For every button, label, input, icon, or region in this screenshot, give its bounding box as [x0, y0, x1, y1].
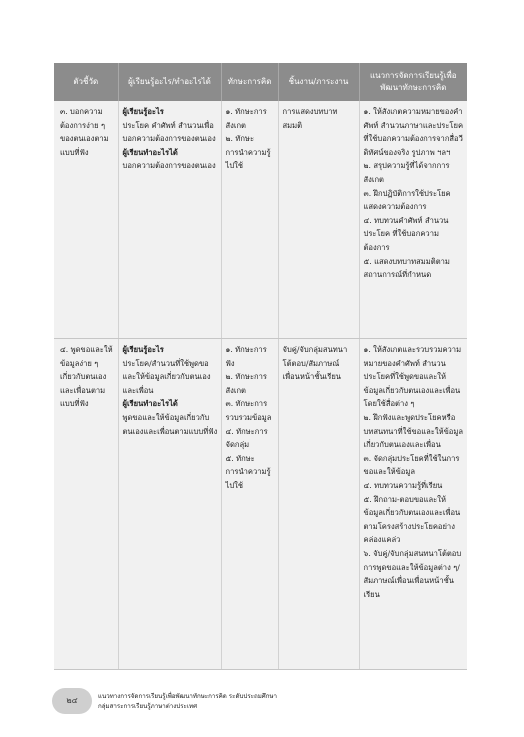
activity-item: ๔. ทบทวนคำศัพท์ สำนวนประโยค ที่ใช้บอกความต้องการ	[363, 215, 449, 252]
activity-cell	[359, 339, 467, 670]
learn-heading: ผู้เรียนรู้อะไร	[122, 107, 164, 116]
table-row	[54, 101, 467, 339]
header-learning: ผู้เรียนรู้อะไร/ทำอะไรได้	[118, 63, 221, 101]
learning-cell	[118, 339, 221, 670]
skill-item: ๔. ทักษะการจัดกลุ่ม	[225, 426, 268, 450]
activity-cell	[359, 101, 467, 339]
learn-text: ประโยค คำศัพท์ สำนวนเพื่อบอกความต้องการของตนเอง	[122, 120, 216, 144]
do-text: บอกความต้องการของตนเอง	[122, 161, 216, 171]
skill-item: ๓. ทักษะการรวบรวมข้อมูล	[225, 399, 272, 422]
do-heading: ผู้เรียนทำอะไรได้	[122, 399, 178, 409]
learning-cell	[118, 101, 221, 339]
header-indicator: ตัวชี้วัด	[54, 63, 118, 101]
table-header-row	[54, 63, 467, 101]
skill-item: ๒. ทักษะการสังเกต	[225, 372, 267, 395]
footer-line-2: กลุ่มสาระการเรียนรู้ภาษาต่างประเทศ	[98, 703, 197, 710]
table-row	[54, 339, 467, 670]
work-cell: จับคู่/จับกลุ่มสนทนาโต้ตอบ/สัมภาษณ์เพื่อนหน้าชั้นเรียน	[278, 339, 359, 670]
activity-item: ๑. ให้สังเกตความหมายของคำศัพท์ สำนวนภาษาและประโยคที่ใช้บอกความต้องการจากสื่อวีดิทัศน์ของจริง รูปภาพ ฯลฯ	[363, 107, 464, 157]
skill-item: ๕. ทักษะการนำความรู้ไปใช้	[225, 453, 271, 490]
learn-text: ประโยค/สำนวนที่ใช้พูดขอและให้ข้อมูลเกี่ยวกับตนเองและเพื่อน	[122, 358, 211, 395]
skills-cell	[221, 101, 278, 339]
skill-item: ๑. ทักษะการสังเกต	[225, 107, 267, 130]
activity-item: ๒. ฝึกฟังและพูดประโยคหรือบทสนทนาที่ใช้ขอและให้ข้อมูลเกี่ยวกับตนเองและเพื่อน	[363, 412, 463, 450]
header-activity: แนวการจัดการเรียนรู้เพื่อพัฒนาทักษะการคิด	[359, 63, 467, 101]
footer-line-1: แนวทางการจัดการเรียนรู้เพื่อพัฒนาทักษะการคิด ระดับประถมศึกษา	[98, 693, 278, 700]
activity-item: ๓. ฝึกปฏิบัติการใช้ประโยคแสดงความต้องการ	[363, 188, 451, 212]
activity-item: ๕. แสดงบทบาทสมมติตามสถานการณ์ที่กำหนด	[363, 256, 450, 280]
do-heading: ผู้เรียนทำอะไรได้	[122, 147, 178, 157]
activity-item: ๒. สรุปความรู้ที่ได้จากการสังเกต	[363, 161, 450, 184]
activity-item: ๔. ทบทวนความรู้ที่เรียน	[363, 480, 443, 490]
skill-item: ๒. ทักษะการนำความรู้ไปใช้	[225, 134, 271, 171]
work-cell: การแสดงบทบาทสมมติ	[278, 101, 359, 339]
header-work: ชิ้นงาน/ภาระงาน	[278, 63, 359, 101]
activity-item: ๓. จัดกลุ่มประโยคที่ใช้ในการขอและให้ข้อมูล	[363, 453, 460, 477]
activity-item: ๖. จับคู่/จับกลุ่มสนทนาโต้ตอบการพูดขอและให้ข้อมูลต่าง ๆ/สัมภาษณ์เพื่อนเพื่อนหน้าชั้นเรียน	[363, 548, 462, 599]
footer-caption	[98, 692, 277, 712]
activity-item: ๑. ให้สังเกตและรวบรวมความหมายของคำศัพท์ สำนวน ประโยคที่ใช้พูดขอและให้ข้อมูลเกี่ยวกับตนเองและเพื่อน โดยใช้สื่อต่าง ๆ	[363, 345, 462, 409]
skill-item: ๑. ทักษะการฟัง	[225, 345, 267, 368]
activity-item: ๕. ฝึกถาม-ตอบขอและให้ข้อมูลเกี่ยวกับตนเองและเพื่อนตามโครงสร้างประโยคอย่างคล่องแคล่ว	[363, 494, 461, 545]
skills-cell	[221, 339, 278, 670]
do-text: พูดขอและให้ข้อมูลเกี่ยวกับตนเองและเพื่อนตามแบบที่ฟัง	[122, 412, 218, 436]
indicator-cell: ๔. พูดขอและให้ข้อมูลง่าย ๆ เกี่ยวกับตนเองและเพื่อนตามแบบที่ฟัง	[54, 339, 118, 670]
learn-heading: ผู้เรียนรู้อะไร	[122, 345, 164, 354]
header-thinking-skill: ทักษะการคิด	[221, 63, 278, 101]
indicator-cell: ๓. บอกความต้องการง่าย ๆ ของตนเองตามแบบที่ฟัง	[54, 101, 118, 339]
page-number: ๒๔	[52, 688, 92, 714]
indicators-table	[54, 63, 467, 670]
